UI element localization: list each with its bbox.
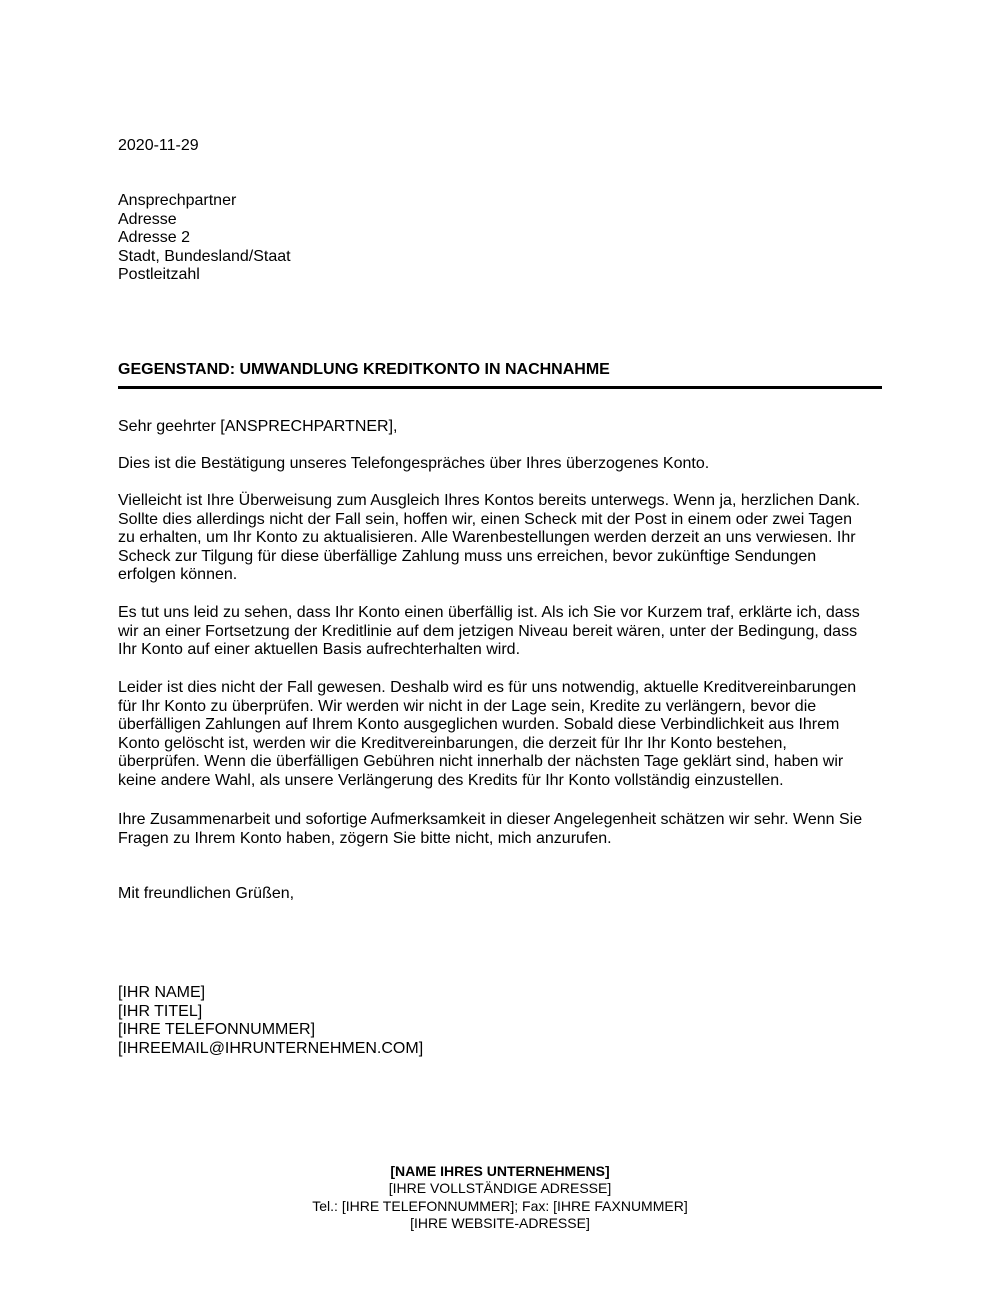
sender-email: [IHREEMAIL@IHRUNTERNEHMEN.COM] xyxy=(118,1039,424,1057)
subject-heading: GEGENSTAND: UMWANDLUNG KREDITKONTO IN NACHNAHME xyxy=(118,361,610,378)
recipient-address-block xyxy=(118,192,291,285)
salutation-text: Sehr geehrter [ANSPRECHPARTNER], xyxy=(118,418,398,435)
sender-phone: [IHRE TELEFONNUMMER] xyxy=(118,1021,316,1039)
recipient-city-state: Stadt, Bundesland/Staat xyxy=(118,247,291,265)
recipient-postal-code: Postleitzahl xyxy=(118,266,200,284)
paragraph-line: Es tut uns leid zu sehen, dass Ihr Konto einen überfällig ist. Als ich Sie vor Kurzem traf, erklärte ich, dass xyxy=(118,604,860,621)
body-paragraph-3 xyxy=(118,604,882,660)
footer-website: [IHRE WEBSITE-ADRESSE] xyxy=(410,1215,590,1232)
paragraph-line: Sollte dies allerdings nicht der Fall sein, hoffen wir, einen Scheck mit der Post in einem oder zwei Tagen xyxy=(118,510,853,528)
recipient-address-line-1: Adresse xyxy=(118,210,177,228)
subject-divider xyxy=(118,386,882,389)
paragraph-line: überprüfen. Wenn die überfälligen Gebühren nicht innerhalb der nächsten Tage geklärt sind, haben wir xyxy=(118,753,844,771)
paragraph-line: Fragen zu Ihrem Konto haben, zögern Sie bitte nicht, mich anzurufen. xyxy=(118,829,612,847)
paragraph-line: Scheck zur Tilgung für diese überfällige Zahlung muss uns erreichen, bevor zukünftige Sendungen xyxy=(118,547,817,565)
paragraph-line: überfälligen Zahlungen auf Ihrem Konto ausgeglichen wurden. Sobald diese Verbindlichkeit aus Ihrem xyxy=(118,716,840,734)
paragraph-line: für Ihr Konto zu überprüfen. Wir werden wir nicht in der Lage sein, Kredite zu verlängern, bevor die xyxy=(118,697,817,715)
closing xyxy=(118,885,882,904)
paragraph-line: Konto gelöscht ist, werden wir die Kreditvereinbarungen, die derzeit für Ihr Ihr Konto bestehen, xyxy=(118,734,787,752)
paragraph-line: zu erhalten, um Ihr Konto zu aktualisieren. Alle Warenbestellungen werden derzeit an uns verwiesen. Ihr xyxy=(118,529,856,547)
body-paragraph-5 xyxy=(118,811,882,848)
closing-text: Mit freundlichen Grüßen, xyxy=(118,885,295,902)
paragraph-line: Vielleicht ist Ihre Überweisung zum Ausgleich Ihres Kontos bereits unterwegs. Wenn ja, herzlichen Dank. xyxy=(118,492,861,509)
footer-contact: Tel.: [IHRE TELEFONNUMMER]; Fax: [IHRE FAXNUMMER] xyxy=(312,1197,688,1214)
signature-block xyxy=(118,984,423,1058)
paragraph-line: Dies ist die Bestätigung unseres Telefongespräches über Ihres überzogenes Konto. xyxy=(118,455,710,472)
body-paragraph-2 xyxy=(118,492,882,585)
sender-name: [IHR NAME] xyxy=(118,984,206,1001)
body-paragraph-4 xyxy=(118,679,882,791)
recipient-name: Ansprechpartner xyxy=(118,192,237,209)
footer-address: [IHRE VOLLSTÄNDIGE ADRESSE] xyxy=(388,1180,612,1197)
paragraph-line: Leider ist dies nicht der Fall gewesen. Deshalb wird es für uns notwendig, aktuelle Kreditvereinbarungen xyxy=(118,679,857,696)
paragraph-line: Ihre Zusammenarbeit und sofortige Aufmerksamkeit in dieser Angelegenheit schätzen wir sehr. Wenn Sie xyxy=(118,811,863,828)
recipient-address-line-2: Adresse 2 xyxy=(118,229,191,247)
body-paragraph-1 xyxy=(118,455,882,474)
letter-date: 2020-11-29 xyxy=(118,137,199,154)
paragraph-line: Ihr Konto auf einer aktuellen Basis aufrechterhalten wird. xyxy=(118,641,521,659)
sender-title: [IHR TITEL] xyxy=(118,1002,203,1020)
salutation xyxy=(118,418,882,437)
paragraph-line: wir an einer Fortsetzung der Kreditlinie auf dem jetzigen Niveau bereit wären, unter der Bedingung, dass xyxy=(118,622,858,640)
footer-company-name: [NAME IHRES UNTERNEHMENS] xyxy=(390,1163,610,1179)
paragraph-line: erfolgen können. xyxy=(118,566,238,584)
paragraph-line: keine andere Wahl, als unsere Verlängerung des Kredits für Ihr Konto vollständig einzustellen. xyxy=(118,771,784,789)
company-footer xyxy=(0,1163,1000,1233)
